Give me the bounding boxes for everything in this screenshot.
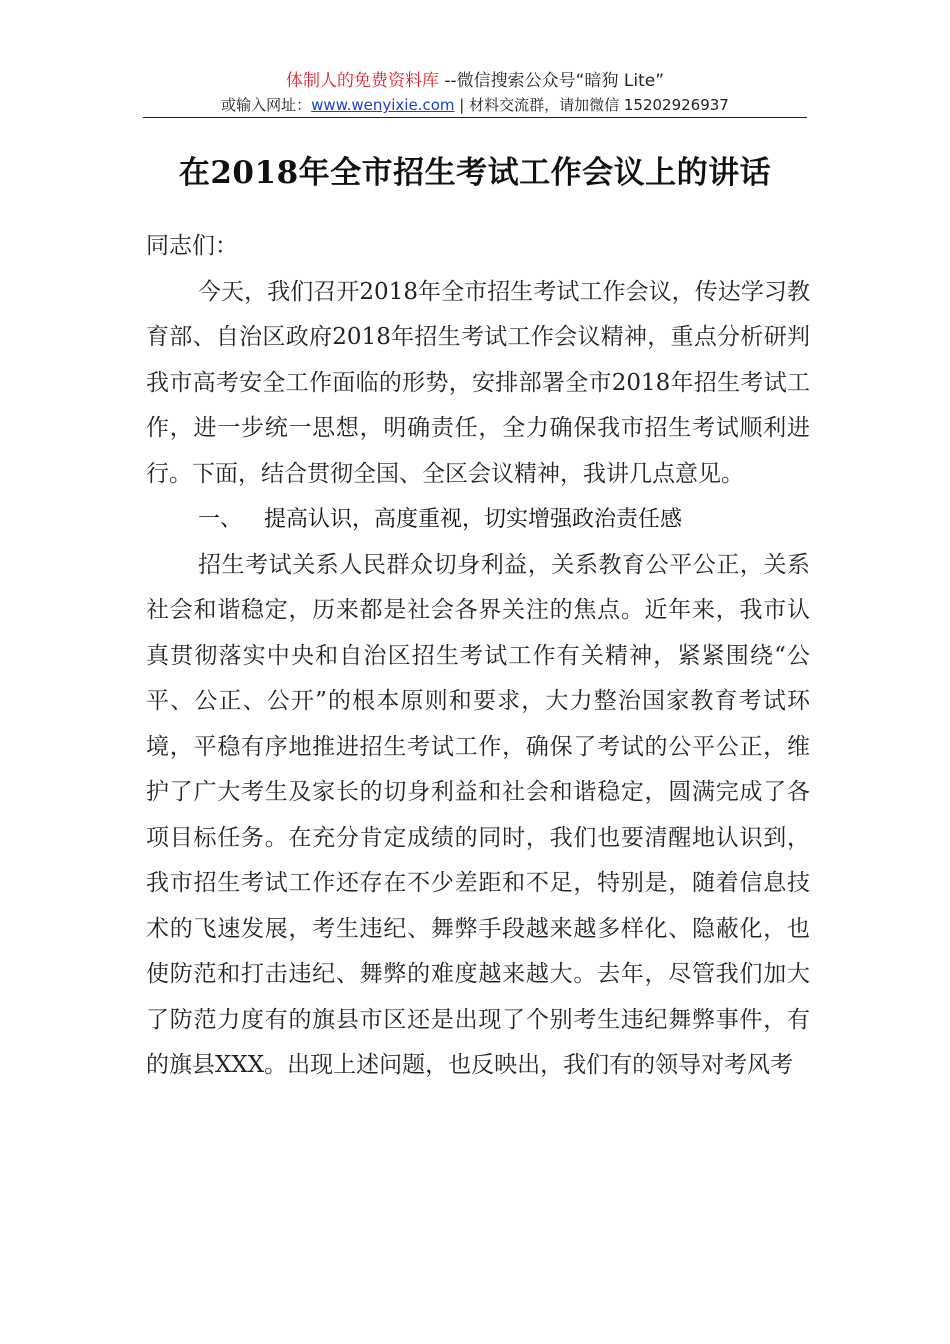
section-number: 一、 [198,507,243,532]
brand-name: 体制人的免费资料库 [285,71,439,91]
header-line-1 [143,70,807,92]
section-title: 提高认识，高度重视，切实增强政治责任感 [264,507,683,532]
header-divider [143,117,807,118]
url-prefix: 或输入网址： [221,96,312,114]
wechat-hint: --微信搜索公众号“暗狗 Lite” [444,71,664,91]
body-paragraph: 招生考试关系人民群众切身利益，关系教育公平公正，关系社会和谐稳定，历来都是社会各界关注的焦点。近年来，我市认真贯彻落实中央和自治区招生考试工作有关精神，紧紧围绕“公平、公正、公开”的根本原则和要求，大力整治国家教育考试环境，平稳有序地推进招生考试工作，确保了考试的公平公正，维护了广大考生及家长的切身利益和社会和谐稳定，圆满完成了各项目标任务。在充分肯定成绩的同时，我们也要清醒地认识到，我市招生考试工作还存在不少差距和不足，特别是，随着信息技术的飞速发展，考生违纪、舞弊手段越来越多样化、隐蔽化，也使防范和打击违纪、舞弊的难度越来越大。去年，尽管我们加大了防范力度有的旗县市区还是出现了个别考生违纪舞弊事件，有的旗县XXX。出现上述问题，也反映出，我们有的领导对考风考 [146,551,810,1078]
contact-info: | 材料交流群，请加微信 15202926937 [459,96,729,114]
document-body [146,224,810,1089]
section-heading [146,497,810,543]
intro-paragraph: 今天，我们召开2018年全市招生考试工作会议，传达学习教育部、自治区政府2018年招生考试工作会议精神，重点分析研判我市高考安全工作面临的形势，安排部署全市2018年招生考试工作，进一步统一思想，明确责任，全力确保我市招生考试顺利进行。下面，结合贯彻全国、全区会议精神，我讲几点意见。 [146,278,810,487]
salutation: 同志们： [146,233,238,259]
header-line-2 [143,95,807,115]
document-title: 在2018年全市招生考试工作会议上的讲话 [178,155,772,191]
website-link[interactable]: www.wenyixie.com [311,96,455,114]
